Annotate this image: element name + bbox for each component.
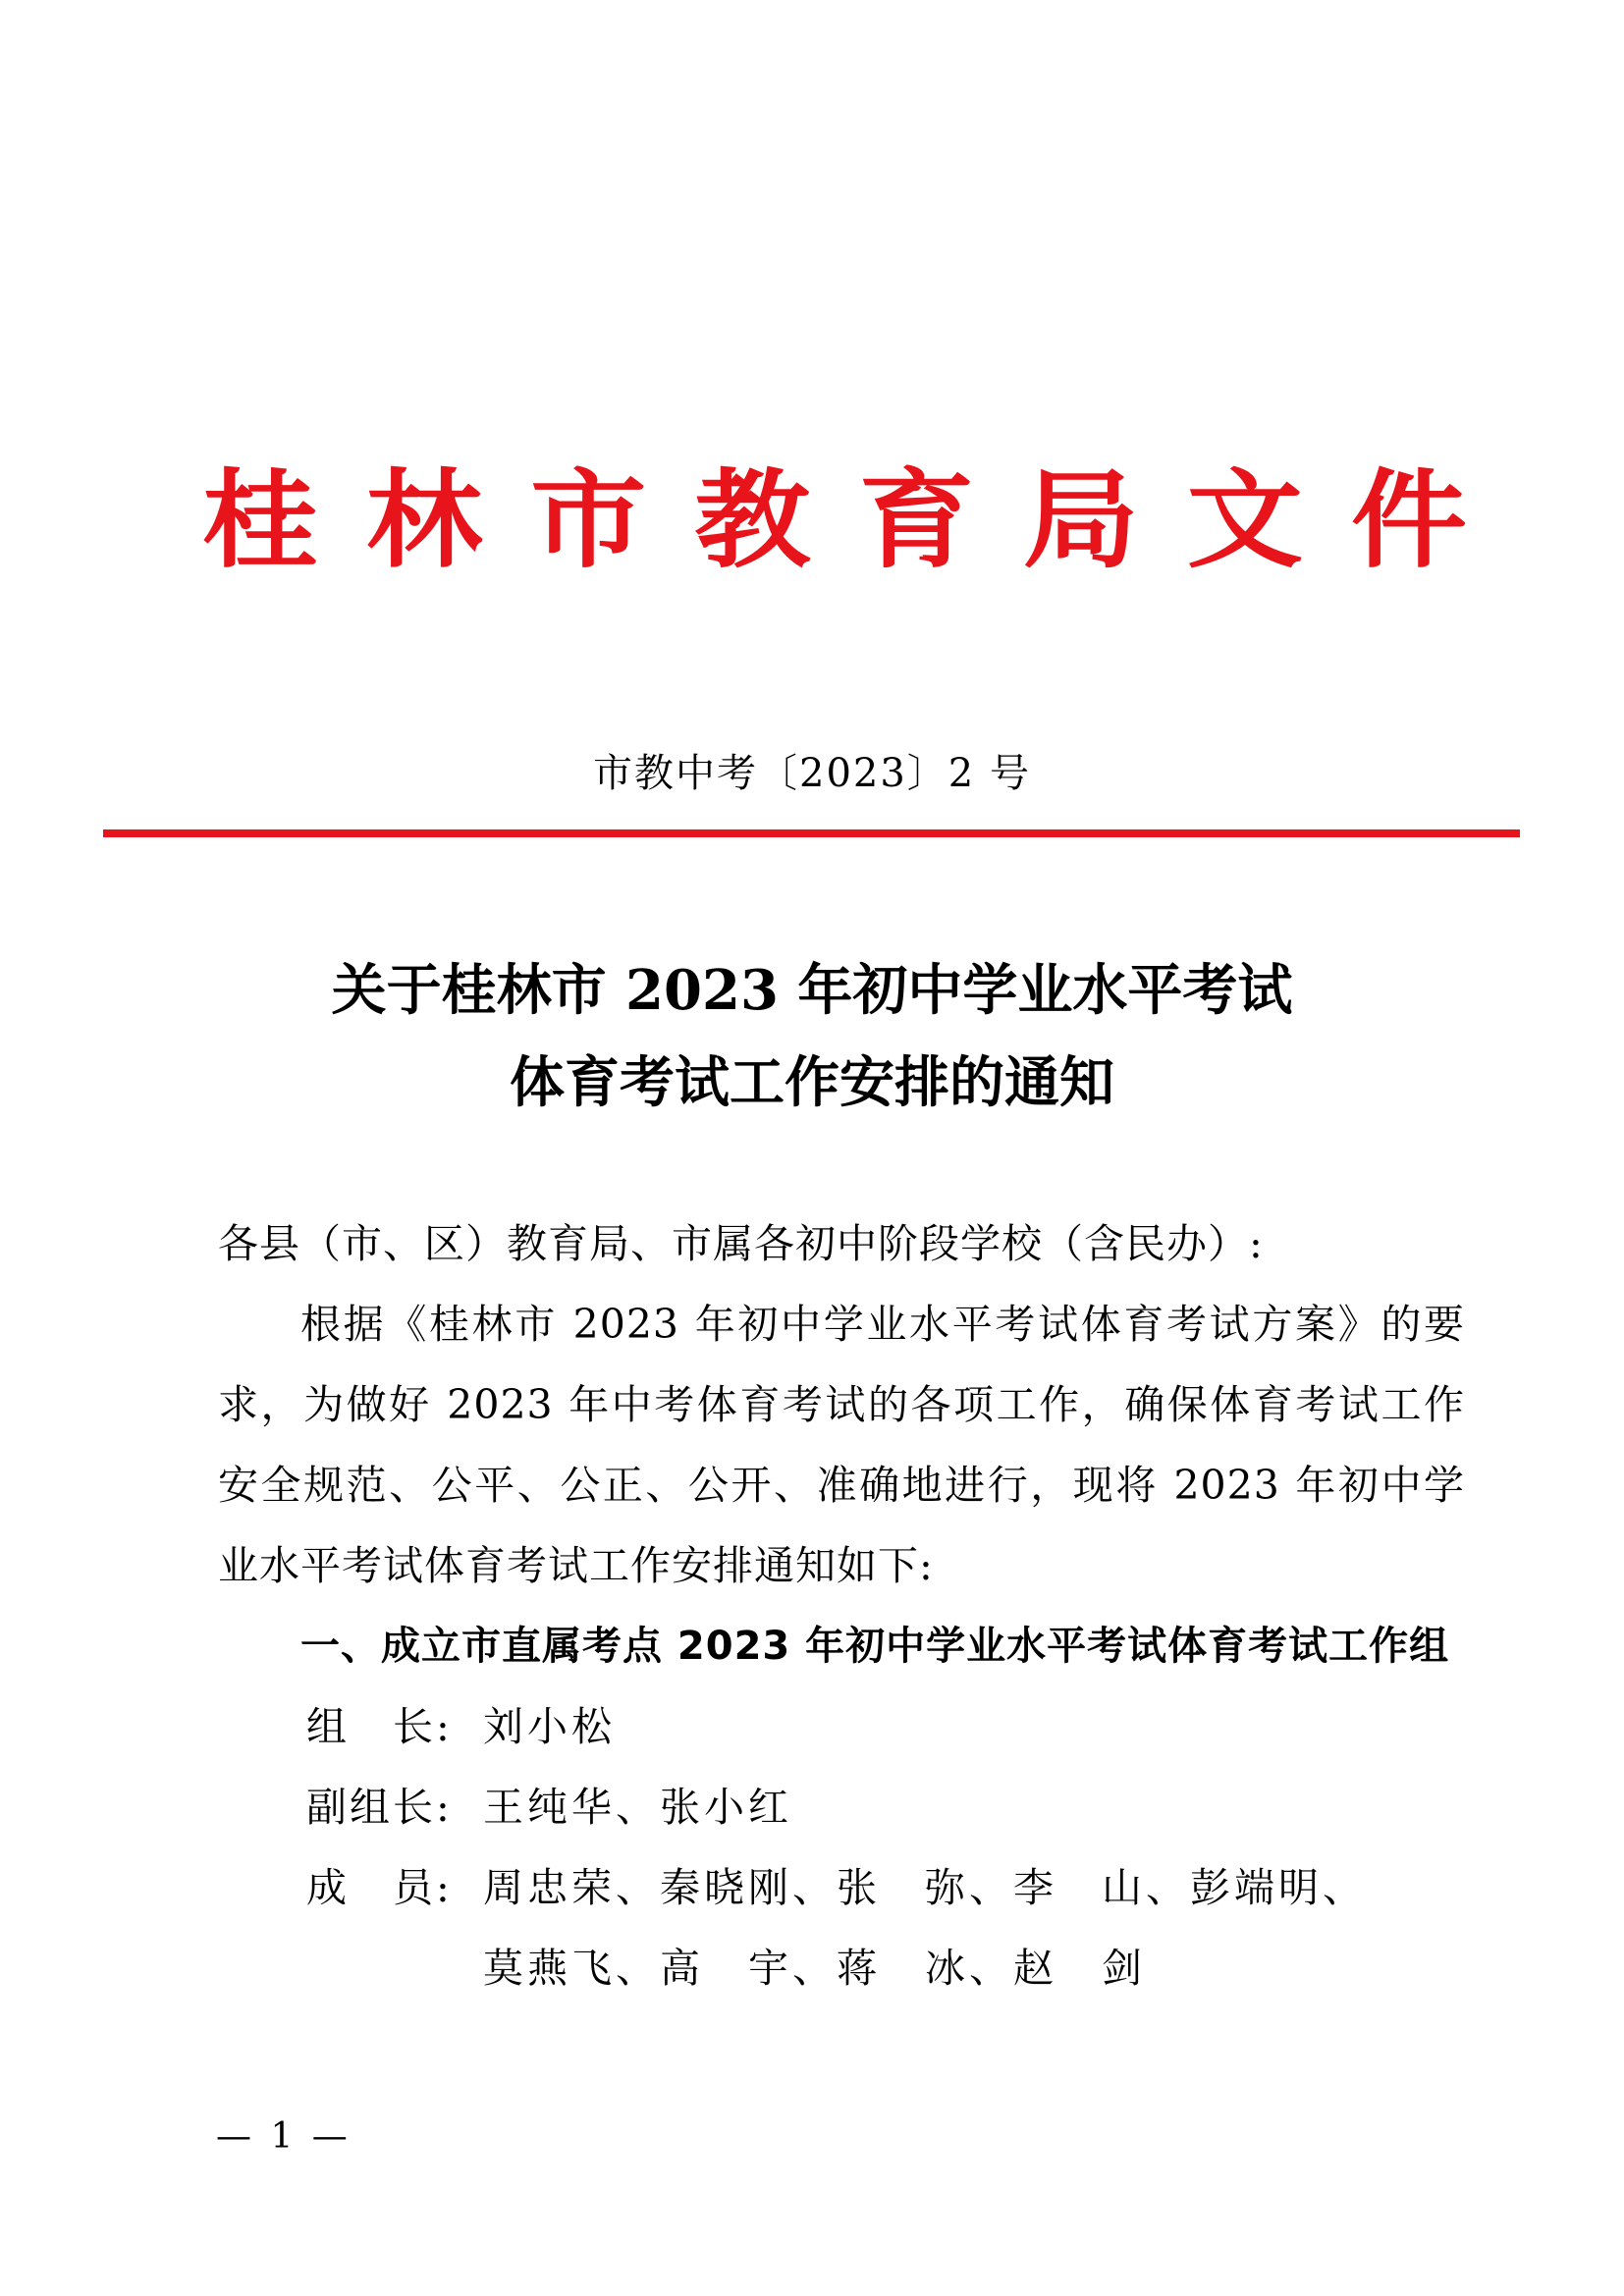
member-row (218, 1847, 1465, 1928)
member-names-line-1: 周忠荣、秦晓刚、张 弥、李 山、彭端明、 (483, 1864, 1367, 1911)
section-heading-1: 一、成立市直属考点 2023 年初中学业水平考试体育考试工作组 (300, 1624, 1450, 1669)
deputy-label: 副组长: (306, 1784, 453, 1831)
masthead-char: 教 (694, 457, 811, 583)
intro-paragraph: 根据《桂林市 2023 年初中学业水平考试体育考试方案》的要求，为做好 2023 年中考体育考试的各项工作，确保体育考试工作安全规范、公平、公正、公开、准确地进行，现将 2023 年初中学业水平考试体育考试工作安排通知如下: (218, 1301, 1465, 1589)
deputy-row (218, 1767, 1465, 1847)
leader-label: 组 长: (306, 1703, 453, 1750)
member-label: 成 员: (306, 1864, 453, 1911)
leader-names: 刘小松 (483, 1703, 616, 1750)
masthead-char: 件 (1350, 457, 1467, 583)
salutation: 各县（市、区）教育局、市属各初中阶段学校（含民办）: (218, 1220, 1264, 1267)
member-names-line-2: 莫燕飞、高 宇、蒋 冰、赵 剑 (483, 1945, 1146, 1992)
document-body (218, 1203, 1465, 2008)
masthead-char: 桂 (201, 457, 318, 583)
masthead-char: 林 (366, 457, 483, 583)
red-divider-line (103, 829, 1520, 837)
masthead-char: 市 (530, 457, 647, 583)
title-line-1: 关于桂林市 2023 年初中学业水平考试 (331, 958, 1293, 1023)
document-title (0, 944, 1624, 1129)
masthead-char: 育 (858, 457, 975, 583)
document-number: 市教中考〔2023〕2 号 (593, 751, 1031, 796)
page-number: — 1 — (216, 2116, 352, 2157)
title-line-2: 体育考试工作安排的通知 (510, 1050, 1114, 1115)
masthead-char: 局 (1022, 457, 1139, 583)
leader-row (218, 1686, 1465, 1767)
red-masthead (196, 456, 1473, 584)
deputy-names: 王纯华、张小红 (483, 1784, 792, 1831)
masthead-char: 文 (1186, 457, 1303, 583)
